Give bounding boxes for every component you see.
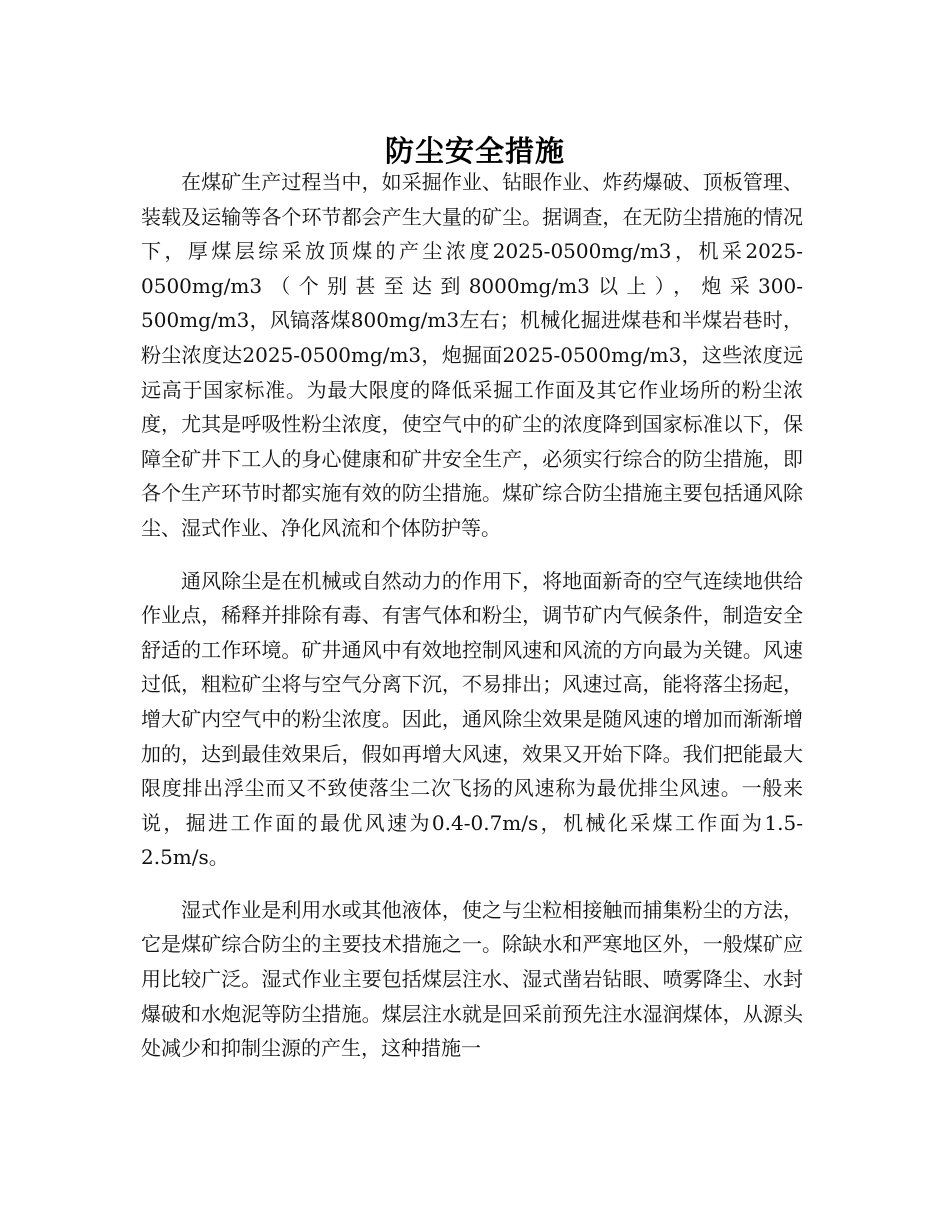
paragraph-ventilation-dust-removal: 通风除尘是在机械或自然动力的作用下，将地面新奇的空气连续地供给作业点，稀释并排除有毒、有害气体和粉尘，调节矿内气候条件，制造安全舒适的工作环境。矿井通风中有效地控制风速和风流的方向最为关键。风速过低，粗粒矿尘将与空气分离下沉，不易排出；风速过高，能将落尘扬起，增大矿内空气中的粉尘浓度。因此，通风除尘效果是随风速的增加而渐渐增加的，达到最佳效果后，假如再增大风速，效果又开始下降。我们把能最大限度排出浮尘而又不致使落尘二次飞扬的风速称为最优排尘风速。一般来说，掘进工作面的最优风速为0.4-0.7m/s，机械化采煤工作面为1.5-2.5m/s。 xyxy=(141,568,803,870)
paragraph-wet-operation: 湿式作业是利用水或其他液体，使之与尘粒相接触而捕集粉尘的方法，它是煤矿综合防尘的主要技术措施之一。除缺水和严寒地区外，一般煤矿应用比较广泛。湿式作业主要包括煤层注水、湿式凿岩钻眼、喷雾降尘、水封爆破和水炮泥等防尘措施。煤层注水就是回采前预先注水湿润煤体，从源头处减少和抑制尘源的产生，这种措施一 xyxy=(141,897,803,1061)
paragraph-dust-overview: 在煤矿生产过程当中，如采掘作业、钻眼作业、炸药爆破、顶板管理、装载及运输等各个环节都会产生大量的矿尘。据调查，在无防尘措施的情况下，厚煤层综采放顶煤的产尘浓度2025-0500mg/m3，机采2025-0500mg/m3（个别甚至达到8000mg/m3以上），炮采300-500mg/m3，风镐落煤800mg/m3左右；机械化掘进煤巷和半煤岩巷时，粉尘浓度达2025-0500mg/m3，炮掘面2025-0500mg/m3，这些浓度远远高于国家标准。为最大限度的降低采掘工作面及其它作业场所的粉尘浓度，尤其是呼吸性粉尘浓度，使空气中的矿尘的浓度降到国家标准以下，保障全矿井下工人的身心健康和矿井安全生产，必须实行综合的防尘措施，即各个生产环节时都实施有效的防尘措施。煤矿综合防尘措施主要包括通风除尘、湿式作业、净化风流和个体防护等。 xyxy=(141,170,803,540)
document-title: 防尘安全措施 xyxy=(384,134,565,169)
document-body xyxy=(141,165,803,1084)
